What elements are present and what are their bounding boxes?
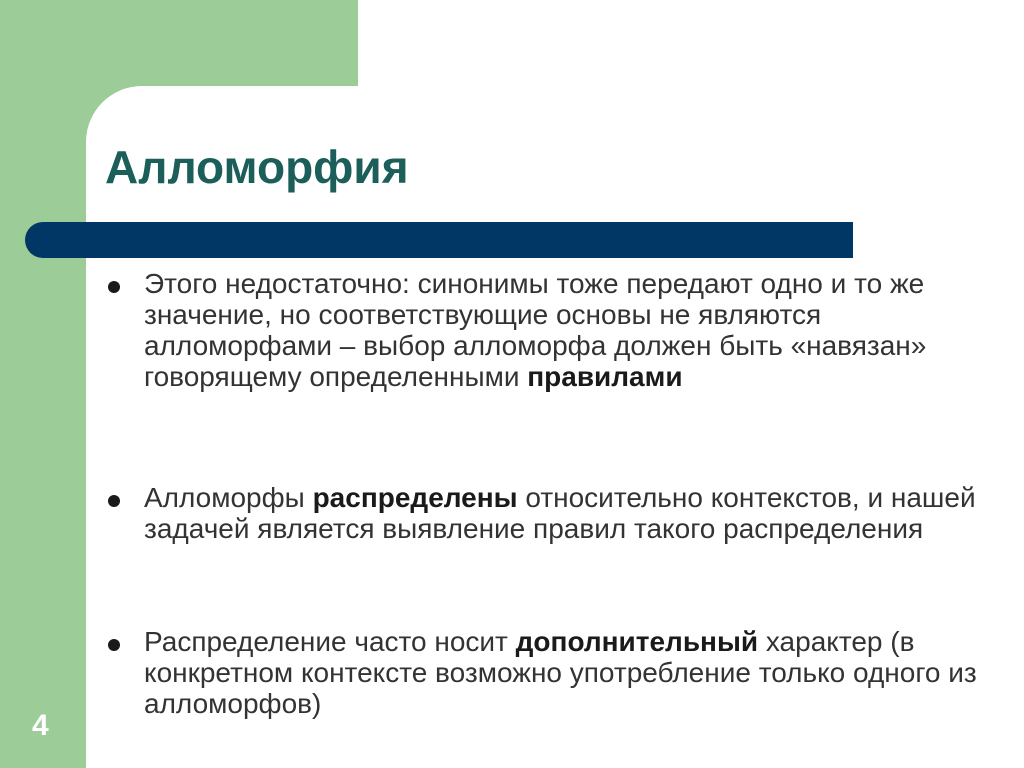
slide-number: 4	[32, 709, 49, 742]
bullet-text	[144, 268, 1009, 392]
bullet-emphasis-text: правилами	[527, 361, 683, 392]
bullet-text-segment: Этого недостаточно: синонимы тоже передают одно и то же значение, но соответствующие основы не являются алломорфами – выбор алломорфа должен быть «навязан» говорящему определенными	[144, 268, 927, 392]
slide-title: Алломорфия	[105, 141, 409, 193]
bullet-text	[144, 626, 1009, 719]
bullet-dot-icon	[108, 281, 120, 293]
bullet-text-segment: Распределение часто носит	[144, 626, 516, 657]
bullet-dot-icon	[108, 495, 120, 507]
bullet-emphasis-text: распределены	[312, 482, 518, 513]
bullet-emphasis-text: дополнительный	[515, 626, 759, 657]
bullet-text	[144, 482, 1009, 544]
bullet-dot-icon	[108, 639, 120, 651]
bullet-text-segment: Алломорфы	[144, 482, 313, 513]
bullet-text-segment: относительно контекстов, и нашей задачей является выявление правил такого распределения	[144, 482, 976, 544]
bullet-text-segment: характер (в конкретном контексте возможно употребление только одного из алломорфов)	[144, 626, 977, 719]
